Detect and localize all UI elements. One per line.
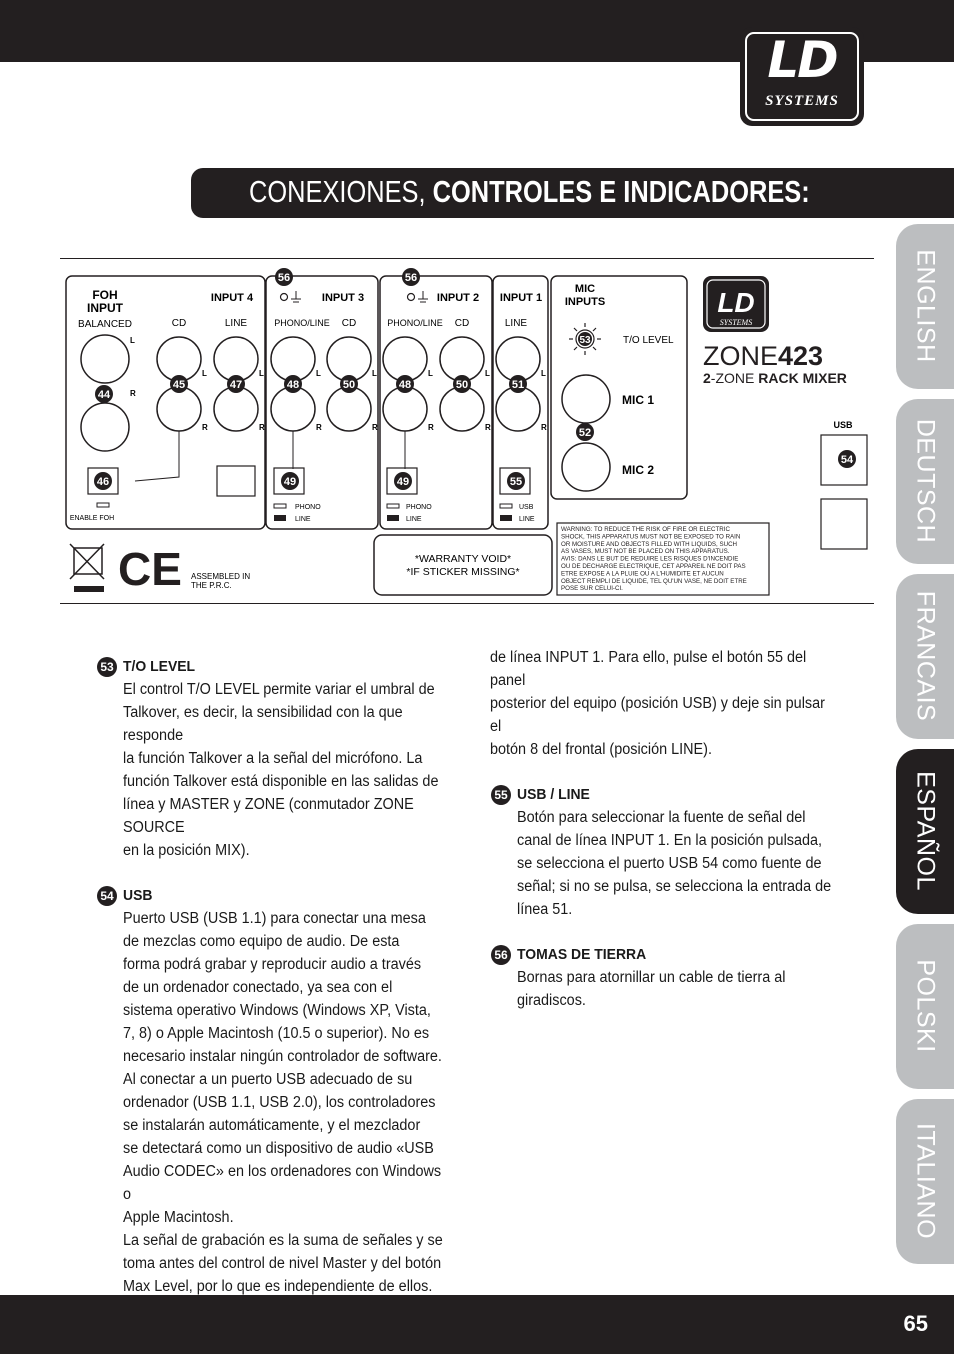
svg-text:50: 50 — [455, 379, 469, 391]
svg-text:PHONO/LINE: PHONO/LINE — [274, 318, 330, 328]
tab-deutsch[interactable]: DEUTSCH — [896, 399, 954, 564]
logo-subtext: SYSTEMS — [765, 93, 839, 109]
section-text: de línea INPUT 1. Para ello, pulse el botón 55 del panel posterior del equipo (posición USB) y deje sin pulsar el botón 8 del frontal (posición LINE). — [490, 649, 825, 758]
mic2-jack — [562, 443, 610, 491]
svg-text:CD: CD — [341, 318, 357, 329]
svg-text:R: R — [372, 423, 378, 432]
svg-text:*IF STICKER MISSING*: *IF STICKER MISSING* — [406, 566, 520, 578]
svg-text:USB: USB — [519, 504, 534, 511]
svg-text:USB: USB — [833, 420, 853, 430]
svg-text:LINE: LINE — [224, 318, 248, 329]
svg-text:LINE: LINE — [406, 516, 422, 523]
title-bar — [191, 168, 954, 218]
svg-text:56: 56 — [404, 272, 418, 284]
svg-text:56: 56 — [277, 272, 291, 284]
svg-text:INPUT 4: INPUT 4 — [210, 292, 254, 304]
svg-text:48: 48 — [286, 379, 300, 391]
section-number: 53 — [97, 657, 117, 677]
svg-text:T/O LEVEL: T/O LEVEL — [623, 335, 674, 346]
svg-text:L: L — [485, 369, 490, 378]
tab-espanol[interactable]: ESPAÑOL — [896, 749, 954, 914]
svg-text:54: 54 — [840, 454, 854, 466]
section-55 — [494, 783, 865, 921]
svg-text:LINE: LINE — [504, 318, 528, 329]
svg-text:50: 50 — [342, 379, 356, 391]
svg-text:CE: CE — [118, 543, 182, 595]
svg-text:*WARRANTY VOID*: *WARRANTY VOID* — [414, 553, 512, 565]
tab-polski[interactable]: POLSKI — [896, 924, 954, 1089]
svg-text:55: 55 — [509, 476, 523, 488]
warning-line: OBJECT REMPLI DE LIQUIDE, TEL QU'UN VASE, NE DOIT ETRE — [561, 577, 747, 585]
section-54 — [100, 884, 468, 1321]
svg-text:47: 47 — [229, 379, 243, 391]
section-56 — [494, 943, 865, 1012]
svg-text:LINE: LINE — [295, 516, 311, 523]
foh-jack-r — [81, 403, 129, 451]
section-heading: TOMAS DE TIERRA — [517, 946, 647, 963]
tab-francais[interactable]: FRANCAIS — [896, 574, 954, 739]
svg-text:PHONO: PHONO — [295, 504, 321, 511]
section-number: 55 — [491, 785, 511, 805]
svg-text:46: 46 — [96, 476, 110, 488]
svg-text:R: R — [130, 389, 136, 398]
svg-text:49: 49 — [396, 476, 410, 488]
svg-text:L: L — [202, 369, 207, 378]
input3-box — [266, 276, 378, 529]
svg-text:FOH: FOH — [92, 288, 118, 302]
svg-text:PHONO/LINE: PHONO/LINE — [387, 318, 443, 328]
svg-text:CD: CD — [171, 318, 187, 329]
svg-text:48: 48 — [398, 379, 412, 391]
svg-text:PHONO: PHONO — [406, 504, 432, 511]
warning-line: AVIS: DANS LE BUT DE REDUIRE LES RISQUES D'INCENDIE — [561, 555, 739, 563]
warning-line: OU DE DECHARGE ELECTRIQUE, CET APPAREIL NE DOIT PAS — [561, 563, 746, 570]
bottom-bar — [0, 1295, 954, 1354]
tab-italiano[interactable]: ITALIANO — [896, 1099, 954, 1264]
warning-line: WARNING: TO REDUCE THE RISK OF FIRE OR ELECTRIC — [561, 526, 730, 533]
svg-text:R: R — [485, 423, 491, 432]
rear-panel-diagram — [60, 258, 874, 604]
section-heading: USB — [123, 887, 153, 904]
svg-text:LD: LD — [717, 287, 755, 318]
mic1-jack — [562, 375, 610, 423]
svg-text:INPUT 3: INPUT 3 — [321, 292, 365, 304]
svg-text:R: R — [428, 423, 434, 432]
section-text: Botón para seleccionar la fuente de señal del canal de línea INPUT 1. En la posición pulsada, se selecciona el puerto USB 54 como fuente de señal; si no se pulsa, se selecciona la entrada de línea 51. — [517, 809, 832, 918]
svg-text:LINE: LINE — [519, 516, 535, 523]
section-53 — [100, 655, 468, 862]
svg-text:MIC 1: MIC 1 — [622, 393, 655, 407]
section-text: Bornas para atornillar un cable de tierra al giradiscos. — [517, 969, 786, 1009]
section-text: Puerto USB (USB 1.1) para conectar una mesa de mezclas como equipo de audio. De esta forma podrá grabar y reproducir audio a través de un ordenador conectado, ya sea con el sistema operativo Windows (Windows XP, Vista, 7, 8) o Apple Macintosh (10.5 o superior). No es necesario instalar ningún controlador de software. Al conectar a un puerto USB adecuado de su ordenador (USB 1.1, USB 2.0), los controladores se instalarán automáticamente, y el mezclador se detectará como un dispositivo de audio «USB Audio CODEC» en los ordenadores con Windows o Apple Macintosh. La señal de grabación es la suma de señales y se toma antes del control de nivel Master y del botón Max Level, por lo que es independiente de ellos. — [123, 910, 443, 1295]
svg-text:49: 49 — [283, 476, 297, 488]
svg-text:R: R — [259, 423, 265, 432]
warning-line: POSE SUR CELUI-CI. — [561, 585, 623, 593]
tab-english[interactable]: ENGLISH — [896, 224, 954, 389]
warning-line: ETRE EXPOSE A LA PLUIE OU A L'HUMIDITE ET AUCUN — [561, 570, 724, 578]
page-title: CONEXIONES, CONTROLES E INDICADORES: — [249, 174, 810, 209]
svg-text:INPUTS: INPUTS — [564, 296, 606, 308]
svg-text:51: 51 — [511, 379, 525, 391]
section-heading: USB / LINE — [517, 786, 590, 803]
svg-text:L: L — [130, 336, 135, 345]
svg-text:INPUT: INPUT — [87, 301, 123, 315]
section-number: 54 — [97, 886, 117, 906]
svg-text:THE P.R.C.: THE P.R.C. — [191, 581, 232, 590]
svg-text:CD: CD — [454, 318, 470, 329]
svg-text:L: L — [428, 369, 433, 378]
text-column-left — [100, 655, 468, 1343]
svg-text:R: R — [541, 423, 547, 432]
svg-text:ENABLE FOH: ENABLE FOH — [69, 515, 115, 522]
svg-text:53: 53 — [579, 335, 591, 346]
svg-text:L: L — [259, 369, 264, 378]
svg-text:R: R — [202, 423, 208, 432]
warning-line: AS VASES, MUST NOT BE PLACED ON THIS APPARATUS. — [561, 548, 730, 556]
text-column-right — [490, 646, 865, 1034]
ld-systems-logo — [740, 27, 864, 126]
section-text: El control T/O LEVEL permite variar el umbral de Talkover, es decir, la sensibilidad con la que responde la función Talkover a la señal del micrófono. La función Talkover está disponible en las salidas de línea y MASTER y ZONE (conmutador ZONE SOURCE en la posición MIX). — [123, 681, 439, 859]
warning-line: OR MOISTURE AND OBJECTS FILLED WITH LIQUIDS, SUCH — [561, 540, 738, 548]
mic-inputs-box — [551, 276, 687, 499]
svg-text:BALANCED: BALANCED — [78, 319, 132, 330]
svg-text:SYSTEMS: SYSTEMS — [719, 318, 753, 327]
section-54-continued — [490, 646, 865, 761]
svg-text:L: L — [541, 369, 546, 378]
foh-jack-l — [81, 335, 129, 383]
section-heading: T/O LEVEL — [123, 658, 196, 675]
svg-text:MIC: MIC — [574, 283, 596, 295]
svg-text:INPUT 2: INPUT 2 — [436, 292, 480, 304]
svg-text:2-ZONE RACK MIXER: 2-ZONE RACK MIXER — [703, 370, 847, 386]
svg-text:L: L — [316, 369, 321, 378]
svg-text:45: 45 — [172, 379, 186, 391]
svg-text:INPUT 1: INPUT 1 — [499, 292, 543, 304]
svg-text:ZONE423: ZONE423 — [703, 341, 824, 371]
svg-text:52: 52 — [578, 427, 592, 439]
input2-box — [380, 276, 492, 529]
svg-text:MIC 2: MIC 2 — [622, 463, 655, 477]
page-number: 65 — [903, 1311, 928, 1336]
svg-text:R: R — [316, 423, 322, 432]
svg-text:L: L — [372, 369, 377, 378]
logo-text: LD — [767, 31, 837, 89]
svg-text:ASSEMBLED IN: ASSEMBLED IN — [191, 572, 251, 581]
svg-text:44: 44 — [97, 389, 111, 401]
warning-line: SHOCK, THIS APPARATUS MUST NOT BE EXPOSED TO RAIN — [561, 533, 741, 541]
section-number: 56 — [491, 945, 511, 965]
